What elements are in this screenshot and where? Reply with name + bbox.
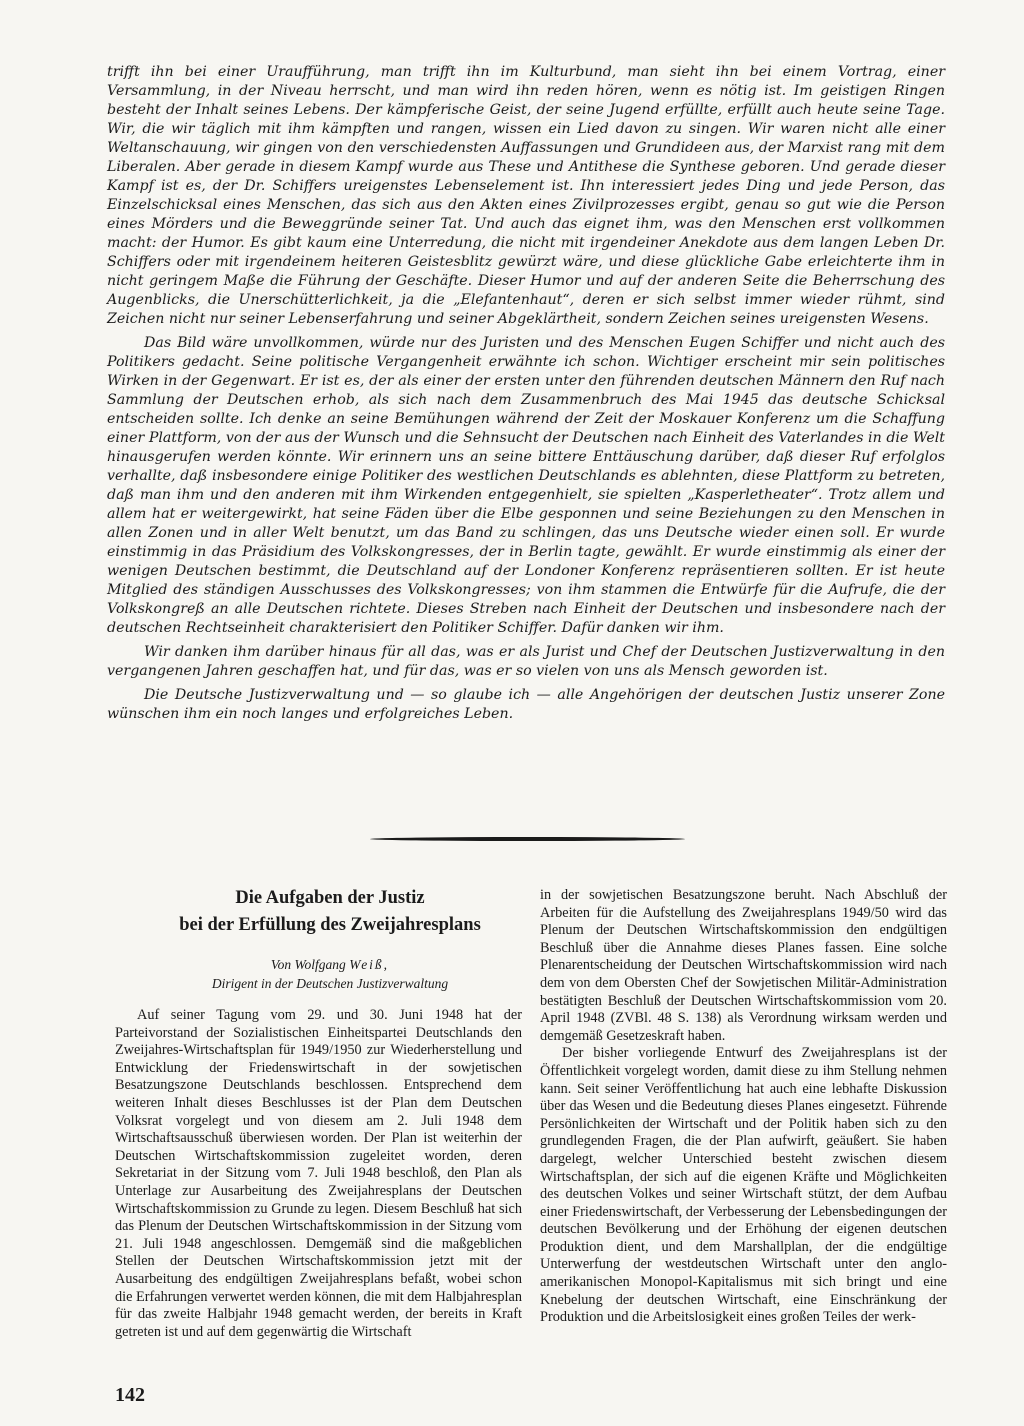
article-byline — [130, 955, 530, 993]
essay-paragraph: Die Deutsche Justizverwaltung und — so glaube ich — alle Angehörigen der deutschen Justiz unserer Zone wünschen ihm ein noch langes und erfolgreiches Leben. — [107, 687, 945, 722]
essay-paragraph: Wir danken ihm darüber hinaus für all das, was er als Jurist und Chef der Deutschen Justizverwaltung in den vergangenen Jahren geschaffen hat, und für das, was er so vielen von uns als Mensch geworden ist. — [107, 644, 945, 679]
article-title — [130, 885, 530, 939]
article-column-right — [540, 887, 947, 1327]
article-paragraph: Auf seiner Tagung vom 29. und 30. Juni 1948 hat der Parteivorstand der Sozialistischen Einheitspartei Deutschlands den Zweijahres-Wirtschaftsplan für 1949/1950 zur Wiederherstellung und Entwicklung der Friedenswirtschaft in der sowjetischen Besatzungszone Deutschlands beschlossen. Entsprechend dem weiteren Inhalt dieses Beschlusses ist der Plan dem Deutschen Volksrat vorgelegt und von diesem am 2. Juli 1948 dem Wirtschaftsausschuß überwiesen worden. Der Plan ist weiterhin der Deutschen Wirtschaftskommission zugeleitet worden, deren Sekretariat in der Sitzung vom 7. Juli 1948 beschloß, den Plan als Unterlage zur Ausarbeitung des Zweijahresplans der Deutschen Wirtschaftskommission zu Grunde zu legen. Diesem Beschluß hat sich das Plenum der Deutschen Wirtschaftskommission in der Sitzung vom 21. Juli 1948 angeschlossen. Demgemäß sind die maßgeblichen Stellen der Deutschen Wirtschaftskommission jetzt mit der Ausarbeitung des endgültigen Zweijahresplans befaßt, wobei schon die Erfahrungen verwertet werden können, die mit dem Halbjahresplan für das zweite Halbjahr 1948 gemacht werden, der bereits in Kraft getreten ist und auf dem gegenwärtig die Wirtschaft — [115, 1007, 522, 1340]
essay-conclusion — [107, 63, 945, 729]
essay-paragraph: Das Bild wäre unvollkommen, würde nur des Juristen und des Menschen Eugen Schiffer und nicht auch des Politikers gedacht. Seine politische Vergangenheit erwähnte ich schon. Wichtiger erscheint mir sein politisches Wirken in der Gegenwart. Er ist es, der als einer der ersten unter den führenden deutschen Männern den Ruf nach Sammlung der Deutschen erhob, als sich nach dem Zusammenbruch des Mai 1945 das deutsche Schicksal entscheiden sollte. Ich denke an seine Bemühungen während der Zeit der Moskauer Konferenz um die Schaffung einer Plattform, von der aus der Wunsch und die Sehnsucht der Deutschen nach Einheit des Vaterlandes in die Welt hinausgerufen werden könnte. Wir erinnern uns an seine bittere Enttäuschung darüber, daß dieser Ruf erfolglos verhallte, daß insbesondere einige Politiker des westlichen Deutschlands es ablehnten, diese Plattform zu betreten, daß man ihm und den anderen mit ihm Wirkenden entgegenhielt, sie spielten „Kasperletheater“. Trotz allem und allem hat er weitergewirkt, hat seine Fäden über die Elbe gesponnen und seine Beziehungen zu den Menschen in allen Zonen und in aller Welt benutzt, um das Band zu schlingen, das uns Deutsche wieder einen soll. Er wurde einstimmig in das Präsidium des Volkskongresses, der in Berlin tagte, gewählt. Er wurde einstimmig als einer der wenigen Deutschen bestimmt, die Deutschland auf der Londoner Konferenz repräsentieren sollten. Er ist heute Mitglied des ständigen Ausschusses des Volkskongresses; von ihm stammen die Entwürfe für die Aufrufe, die der Volkskongreß an alle Deutschen richtete. Dieses Streben nach Einheit der Deutschen und insbesondere nach der deutschen Rechtseinheit charakterisiert den Politiker Schiffer. Dafür danken wir ihm. — [107, 335, 945, 636]
article-paragraph: Der bisher vorliegende Entwurf des Zweijahresplans ist der Öffentlichkeit vorgelegt worden, damit diese zu ihm Stellung nehmen kann. Seit seiner Veröffentlichung hat auch eine lebhafte Diskussion über das Wesen und die Bedeutung dieses Planes eingesetzt. Führende Persönlichkeiten der Wirtschaft und der Politik haben sich zu den grundlegenden Fragen, die der Plan aufwirft, geäußert. Sie haben dargelegt, welcher Unterschied besteht zwischen diesem Wirtschaftsplan, der sich auf die eigenen Kräfte und Möglichkeiten des deutschen Volkes und seiner Wirtschaft stützt, der dem Aufbau einer Friedenswirtschaft, der Verbesserung der Lebensbedingungen der deutschen Bevölkerung und der Erhöhung der eigenen deutschen Produktion dient, und dem Marshallplan, der die endgültige Unterwerfung der westdeutschen Wirtschaft unter den anglo-amerikanischen Monopol-Kapitalismus mit sich bringt und eine Knebelung der deutschen Wirtschaft, eine Einschränkung der Produktion und die Arbeitslosigkeit eines großen Teiles der werk- — [540, 1045, 947, 1326]
article-column-left — [115, 1007, 522, 1341]
byline-author — [130, 955, 530, 974]
article-title-line: bei der Erfüllung des Zweijahresplans — [179, 915, 481, 935]
byline-prefix: Von Wolfgang — [270, 957, 350, 972]
page-number: 142 — [115, 1384, 145, 1406]
article-paragraph: in der sowjetischen Besatzungszone beruht. Nach Abschluß der Arbeiten für die Aufstellung des Zweijahresplans 1949/50 wird das Plenum der Deutschen Wirtschaftskommission den endgültigen Beschluß über die Annahme dieses Planes fassen. Eine solche Plenarentscheidung der Deutschen Wirtschaftskommission wird nach dem von dem Obersten Chef der Sowjetischen Militär-Administration bestätigten Beschluß der Deutschen Wirtschaftskommission vom 20. April 1948 (ZVBl. 48 S. 138) als Verordnung wirksam werden und demgemäß Gesetzeskraft haben. — [540, 887, 947, 1044]
article-title-line: Die Aufgaben der Justiz — [235, 888, 425, 908]
section-divider — [370, 837, 685, 841]
byline-name: Weiß, — [349, 957, 390, 972]
essay-paragraph: trifft ihn bei einer Uraufführung, man trifft ihn im Kulturbund, man sieht ihn bei einem Vortrag, einer Versammlung, in der Niveau herrscht, und man wird ihn reden hören, wenn es nötig ist. Im geistigen Ringen besteht der Inhalt seines Lebens. Der kämpferische Geist, der seine Jugend erfüllte, erfüllt auch heute seine Tage. Wir, die wir täglich mit ihm kämpften und rangen, wissen ein Lied davon zu singen. Wir waren nicht alle einer Weltanschauung, wir gingen von den verschiedensten Auffassungen und Grundideen aus, der Marxist rang mit dem Liberalen. Aber gerade in diesem Kampf wurde aus These und Antithese die Synthese geboren. Und gerade dieser Kampf ist es, der Dr. Schiffers ureigenstes Lebenselement ist. Ihn interessiert jedes Ding und jede Person, das Einzelschicksal eines Menschen, das sich aus den Akten eines Zivilprozesses ergibt, genau so gut wie die Person eines Mörders und die Beweggründe seiner Tat. Und auch das eignet ihm, was den Menschen erst vollkommen macht: der Humor. Es gibt kaum eine Unterredung, die nicht mit irgendeiner Anekdote aus dem langen Leben Dr. Schiffers oder mit irgendeinem heiteren Geistesblitz gewürzt wäre, und diese glückliche Gabe erleichterte ihm in nicht geringem Maße die Führung der Geschäfte. Dieser Humor und auf der anderen Seite die Beherrschung des Augenblicks, die Unerschütterlichkeit, ja die „Elefantenhaut“, deren er sich selbst immer wieder rühmt, sind Zeichen nicht nur seiner Lebenserfahrung und seiner Abgeklärtheit, sondern Zeichen seines ureigensten Wesens. — [107, 64, 945, 327]
byline-role: Dirigent in der Deutschen Justizverwaltung — [211, 976, 449, 991]
